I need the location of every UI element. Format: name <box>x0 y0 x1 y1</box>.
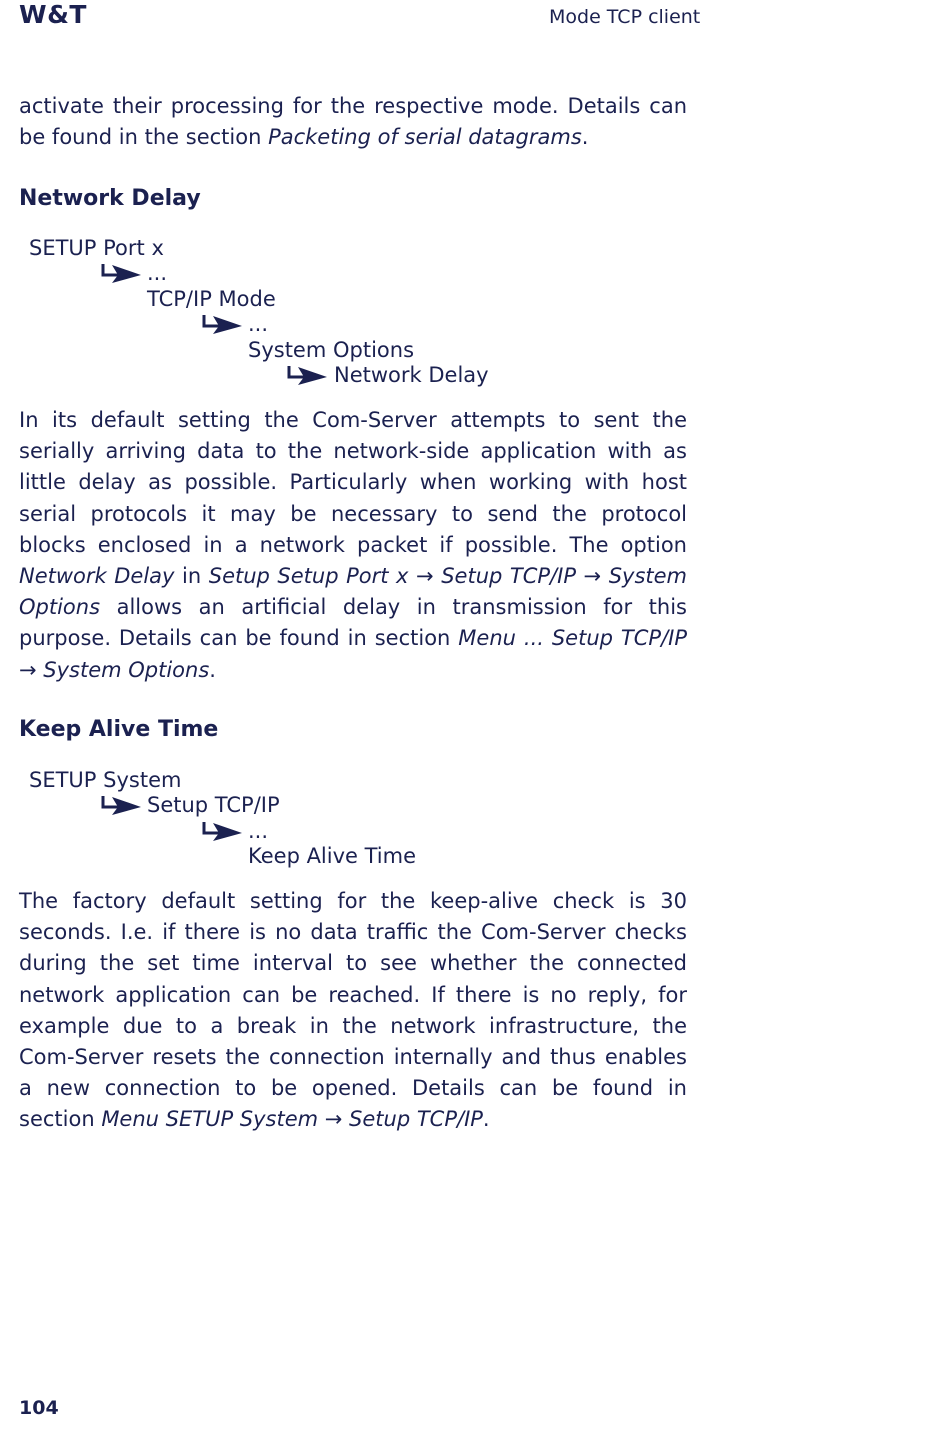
heading-network-delay: Network Delay <box>19 186 201 211</box>
option-name: Network Delay <box>19 564 175 589</box>
submenu-arrow-icon <box>287 364 329 386</box>
menu-root: SETUP Port x <box>29 236 164 260</box>
running-header: Mode TCP client <box>549 6 701 28</box>
menu-item-ellipsis: ... <box>147 261 168 285</box>
menu-item-system-options: System Options <box>248 338 415 362</box>
keep-alive-paragraph <box>19 886 687 1136</box>
menu-item-tcpip-mode: TCP/IP Mode <box>147 287 276 311</box>
text-run: The factory default setting for the keep-alive check is 30 seconds. I.e. if there is no data traffic the Com-Server checks during the set time interval to see whether the connected network application can be reached. If there is no reply, for example due to a break in the network infrastructure, the Com-Server resets the connection internally and thus enables a new connection to be opened. Details can be found in section <box>19 889 687 1132</box>
section-reference: Menu ... Setup TCP/IP → System Options <box>19 626 687 682</box>
menu-path-reference: Setup Setup Port x → Setup TCP/IP → System Options <box>19 564 688 620</box>
menu-item-network-delay: Network Delay <box>334 363 489 387</box>
submenu-arrow-icon <box>101 794 143 816</box>
submenu-arrow-icon <box>202 313 244 335</box>
text-run: allows an artificial delay in transmission for this purpose. Details can be found in section <box>19 595 687 651</box>
text-run: in <box>174 564 209 589</box>
submenu-arrow-icon <box>101 262 143 284</box>
intro-text: activate their processing for the respective mode. Details can be found in the section <box>19 94 687 150</box>
menu-item-ellipsis: ... <box>248 312 269 336</box>
section-reference: Menu SETUP System → Setup TCP/IP <box>101 1107 483 1132</box>
text-run: . <box>209 657 216 682</box>
network-delay-paragraph <box>19 405 687 686</box>
text-run: . <box>482 1107 490 1132</box>
text-run: In its default setting the Com-Server attempts to sent the serially arriving data to the network-side application with as little delay as possible. Particularly when working with host serial protocols it may be necessary to send the protocol blocks enclosed in a network packet if possible. The option <box>19 408 687 557</box>
page-number: 104 <box>19 1397 59 1419</box>
menu-item-setup-tcpip: Setup TCP/IP <box>147 793 280 817</box>
menu-item-ellipsis: ... <box>248 819 269 843</box>
submenu-arrow-icon <box>202 820 244 842</box>
menu-root: SETUP System <box>29 768 182 792</box>
intro-end: . <box>581 125 589 150</box>
brand-logo: W&T <box>19 0 87 29</box>
intro-reference: Packeting of serial datagrams <box>268 125 582 150</box>
heading-keep-alive-time: Keep Alive Time <box>19 717 219 742</box>
menu-item-keep-alive-time: Keep Alive Time <box>248 844 417 868</box>
intro-paragraph <box>19 91 687 153</box>
